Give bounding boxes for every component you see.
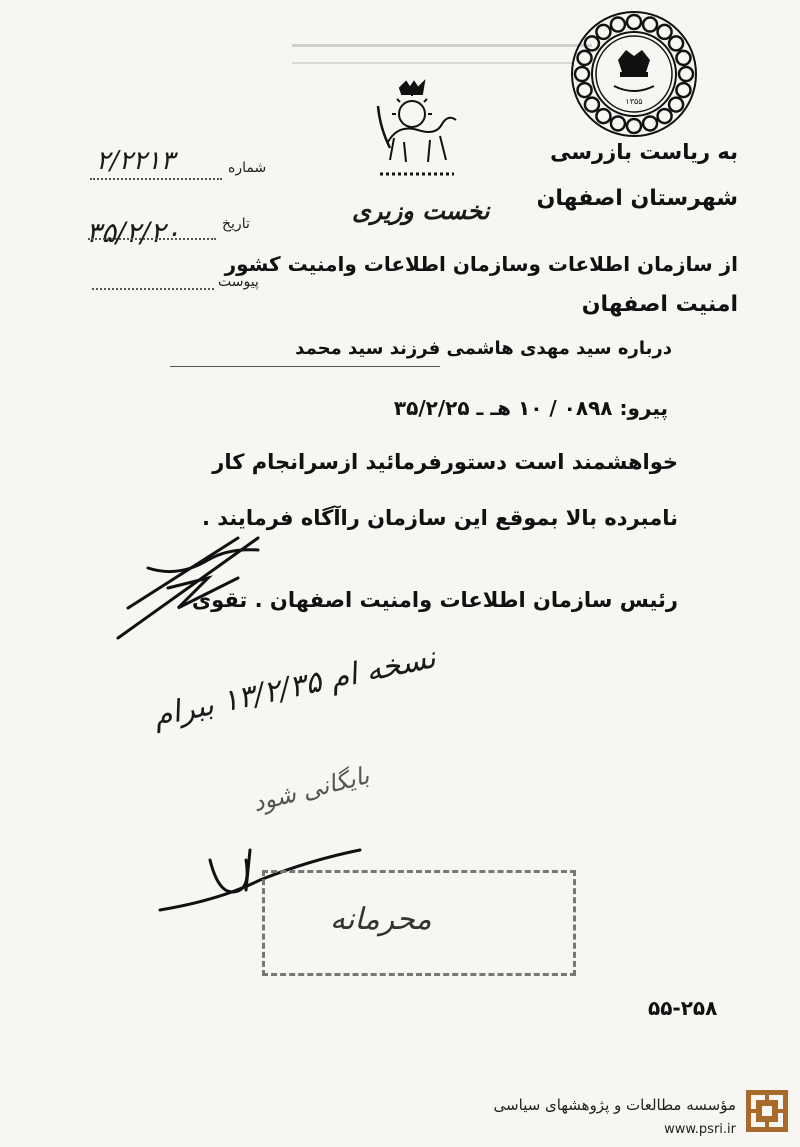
round-ministry-seal-icon: [568, 8, 700, 140]
seal-bead: [676, 51, 690, 65]
institute-url[interactable]: www.psri.ir: [664, 1122, 736, 1137]
number-label: شماره: [228, 160, 267, 176]
sender-line: از سازمان اطلاعات وسازمان اطلاعات وامنیت کشور: [224, 252, 738, 276]
seal-bead: [643, 18, 657, 32]
seal-bead: [578, 83, 592, 97]
date-label: تاریخ: [222, 216, 250, 232]
footer-bar: [0, 1081, 800, 1147]
reference-line: پیرو: ۰۸۹۸ / ۱۰ هـ ـ ۳۵/۲/۲۵: [393, 396, 668, 420]
attachment-label: پیوست: [218, 274, 259, 290]
date-dotline: [88, 238, 216, 240]
seal-bead: [679, 67, 693, 81]
seal-bead: [676, 83, 690, 97]
sender-line-cont: امنیت اصفهان: [581, 292, 738, 317]
seal-bead: [669, 36, 683, 50]
handwritten-note-1: نسخه ام ۱۳/۲/۳۵ ببرام: [150, 640, 439, 735]
seal-bead: [643, 116, 657, 130]
stamp-box-text: محرمانه: [330, 902, 432, 937]
scan-mark-top: [292, 44, 592, 47]
seal-bead: [658, 109, 672, 123]
seal-bead: [627, 15, 641, 29]
number-dotline: [90, 178, 222, 180]
page-code: ۵۵-۲۵۸: [648, 996, 718, 1020]
seal-bead: [596, 25, 610, 39]
seal-bead: [575, 67, 589, 81]
seal-bead: [627, 119, 641, 133]
seal-bead: [669, 98, 683, 112]
psri-logo-icon: [746, 1090, 788, 1132]
ministry-stamp-text: نخست وزیری: [352, 196, 490, 225]
seal-bead: [578, 51, 592, 65]
seal-bead: [596, 109, 610, 123]
seal-bead: [585, 36, 599, 50]
subject-line: درباره سید مهدی هاشمی فرزند سید محمد: [295, 338, 672, 359]
seal-bead: [611, 18, 625, 32]
lion-and-sun-emblem-icon: [360, 78, 470, 188]
institute-name: مؤسسه مطالعات و پژوهشهای سیاسی: [493, 1096, 736, 1114]
paragraph-line-1: خواهشمند است دستورفرمائید ازسرانجام کار: [212, 450, 678, 474]
date-value: ۳۵/۲/۲۰: [86, 216, 181, 249]
seal-bead: [585, 98, 599, 112]
seal-bead: [611, 116, 625, 130]
paragraph-line-2: نامبرده بالا بموقع این سازمان راآگاه فرمایند .: [201, 506, 678, 530]
subject-underline: [170, 366, 440, 367]
recipient-line: به ریاست بازرسی: [550, 140, 738, 164]
scan-mark-top-2: [292, 62, 572, 64]
seal-bead: [658, 25, 672, 39]
svg-text:۱۳۵۵: ۱۳۵۵: [625, 97, 643, 106]
handwritten-note-2: بایگانی شود: [250, 761, 372, 818]
signature-line: رئیس سازمان اطلاعات وامنیت اصفهان . تقوی: [191, 588, 678, 612]
city-line: شهرستان اصفهان: [536, 186, 738, 211]
number-value: ۲/۲۲۱۳: [96, 146, 175, 176]
signature-scribble: [108, 528, 288, 648]
attachment-dotline: [92, 288, 214, 290]
